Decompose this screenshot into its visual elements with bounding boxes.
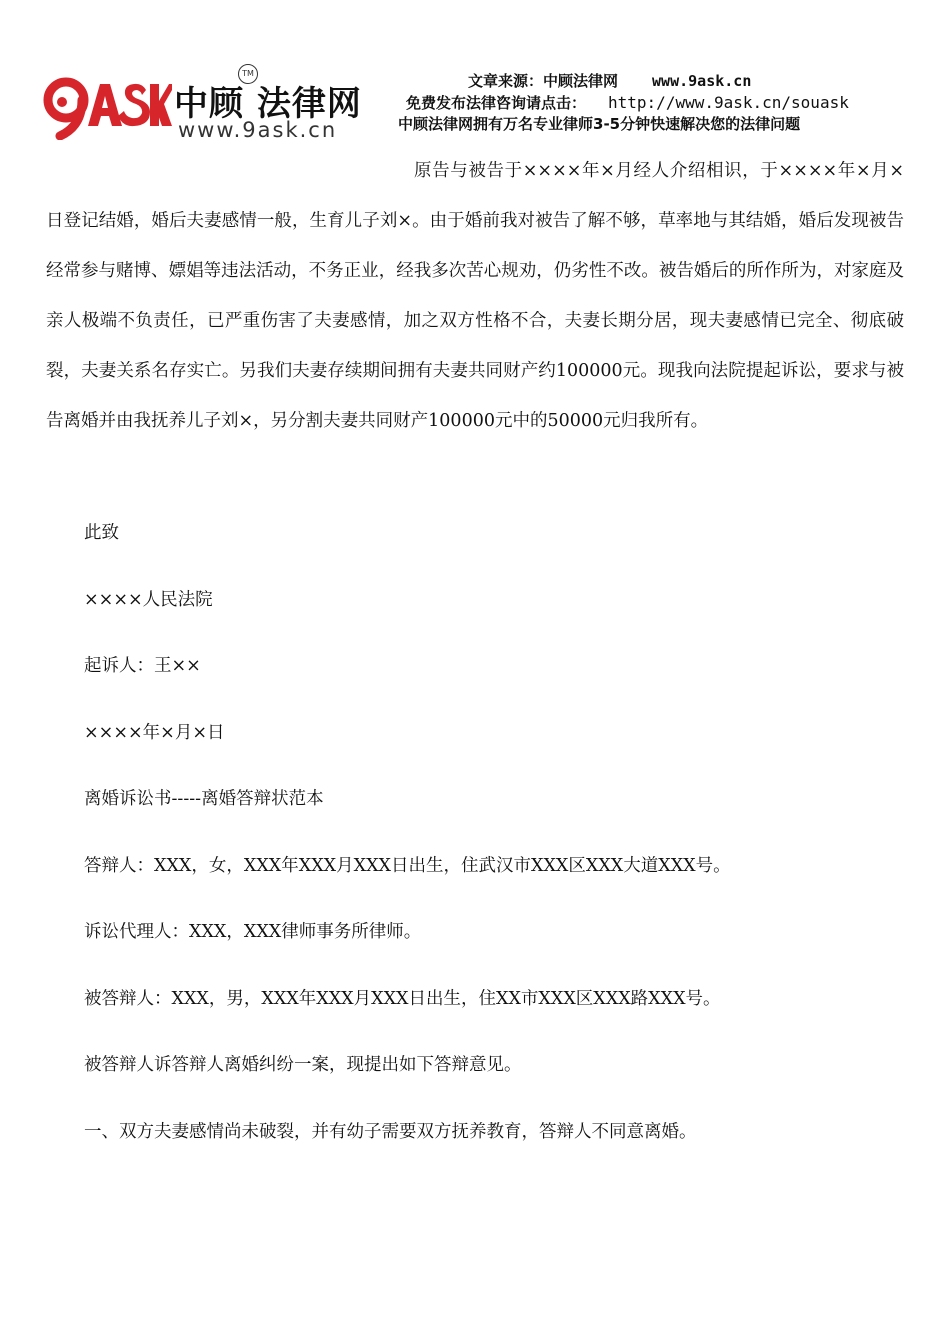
defense-point-1: 一、双方夫妻感情尚未破裂，并有幼子需要双方抚养教育，答辩人不同意离婚。 [84,1122,697,1142]
complaint-paragraph [46,146,904,446]
section-title: 离婚诉讼书-----离婚答辩状范本 [84,789,324,809]
petitioner-info: 被答辩人：XXX，男，XXX年XXX月XXX日出生，住XX市XXX区XXX路XXX号。 [84,989,721,1009]
site-logo[interactable] [42,64,372,144]
trademark-icon: TM [238,64,258,84]
document-date: ××××年×月×日 [84,723,225,743]
publish-link[interactable]: http://www.9ask.cn/souask [608,93,849,112]
publish-label: 免费发布法律咨询请点击： [406,94,587,112]
publish-line [406,92,849,113]
logo-chinese-name: 中顾 法律网 [174,84,362,124]
plaintiff-signature: 起诉人：王×× [84,656,201,676]
source-link[interactable]: www.9ask.cn [652,72,752,90]
slogan: 中顾法律网拥有万名专业律师3-5分钟快速解决您的法律问题 [398,115,801,133]
9ask-logo-mark-icon [42,70,172,140]
court-name: ××××人民法院 [84,590,213,610]
closing-salutation: 此致 [84,523,119,543]
paragraph-text: 原告与被告于××××年×月经人介绍相识，于××××年×月×日登记结婚，婚后夫妻感情一般，生育儿子刘×。由于婚前我对被告了解不够，草率地与其结婚，婚后发现被告经常参与赌博、嫖娼等违法活动，不务正业，经我多次苦心规劝，仍劣性不改。被告婚后的所作所为，对家庭及亲人极端不负责任，已严重伤害了夫妻感情，加之双方性格不合，夫妻长期分居，现夫妻感情已完全、彻底破裂，夫妻关系名存实亡。另我们夫妻存续期间拥有夫妻共同财产约100000元。现我向法院提起诉讼，要求与被告离婚并由我抚养儿子刘×，另分割夫妻共同财产100000元中的50000元归我所有。 [46,161,904,431]
case-intro: 被答辩人诉答辩人离婚纠纷一案，现提出如下答辩意见。 [84,1055,522,1075]
respondent-info: 答辩人：XXX，女，XXX年XXX月XXX日出生，住武汉市XXX区XXX大道XXX号。 [84,856,731,876]
agent-info: 诉讼代理人：XXX，XXX律师事务所律师。 [84,922,422,942]
source-label: 文章来源：中顾法律网 [468,72,619,90]
source-line [468,70,751,91]
logo-url: www.9ask.cn [178,118,338,142]
